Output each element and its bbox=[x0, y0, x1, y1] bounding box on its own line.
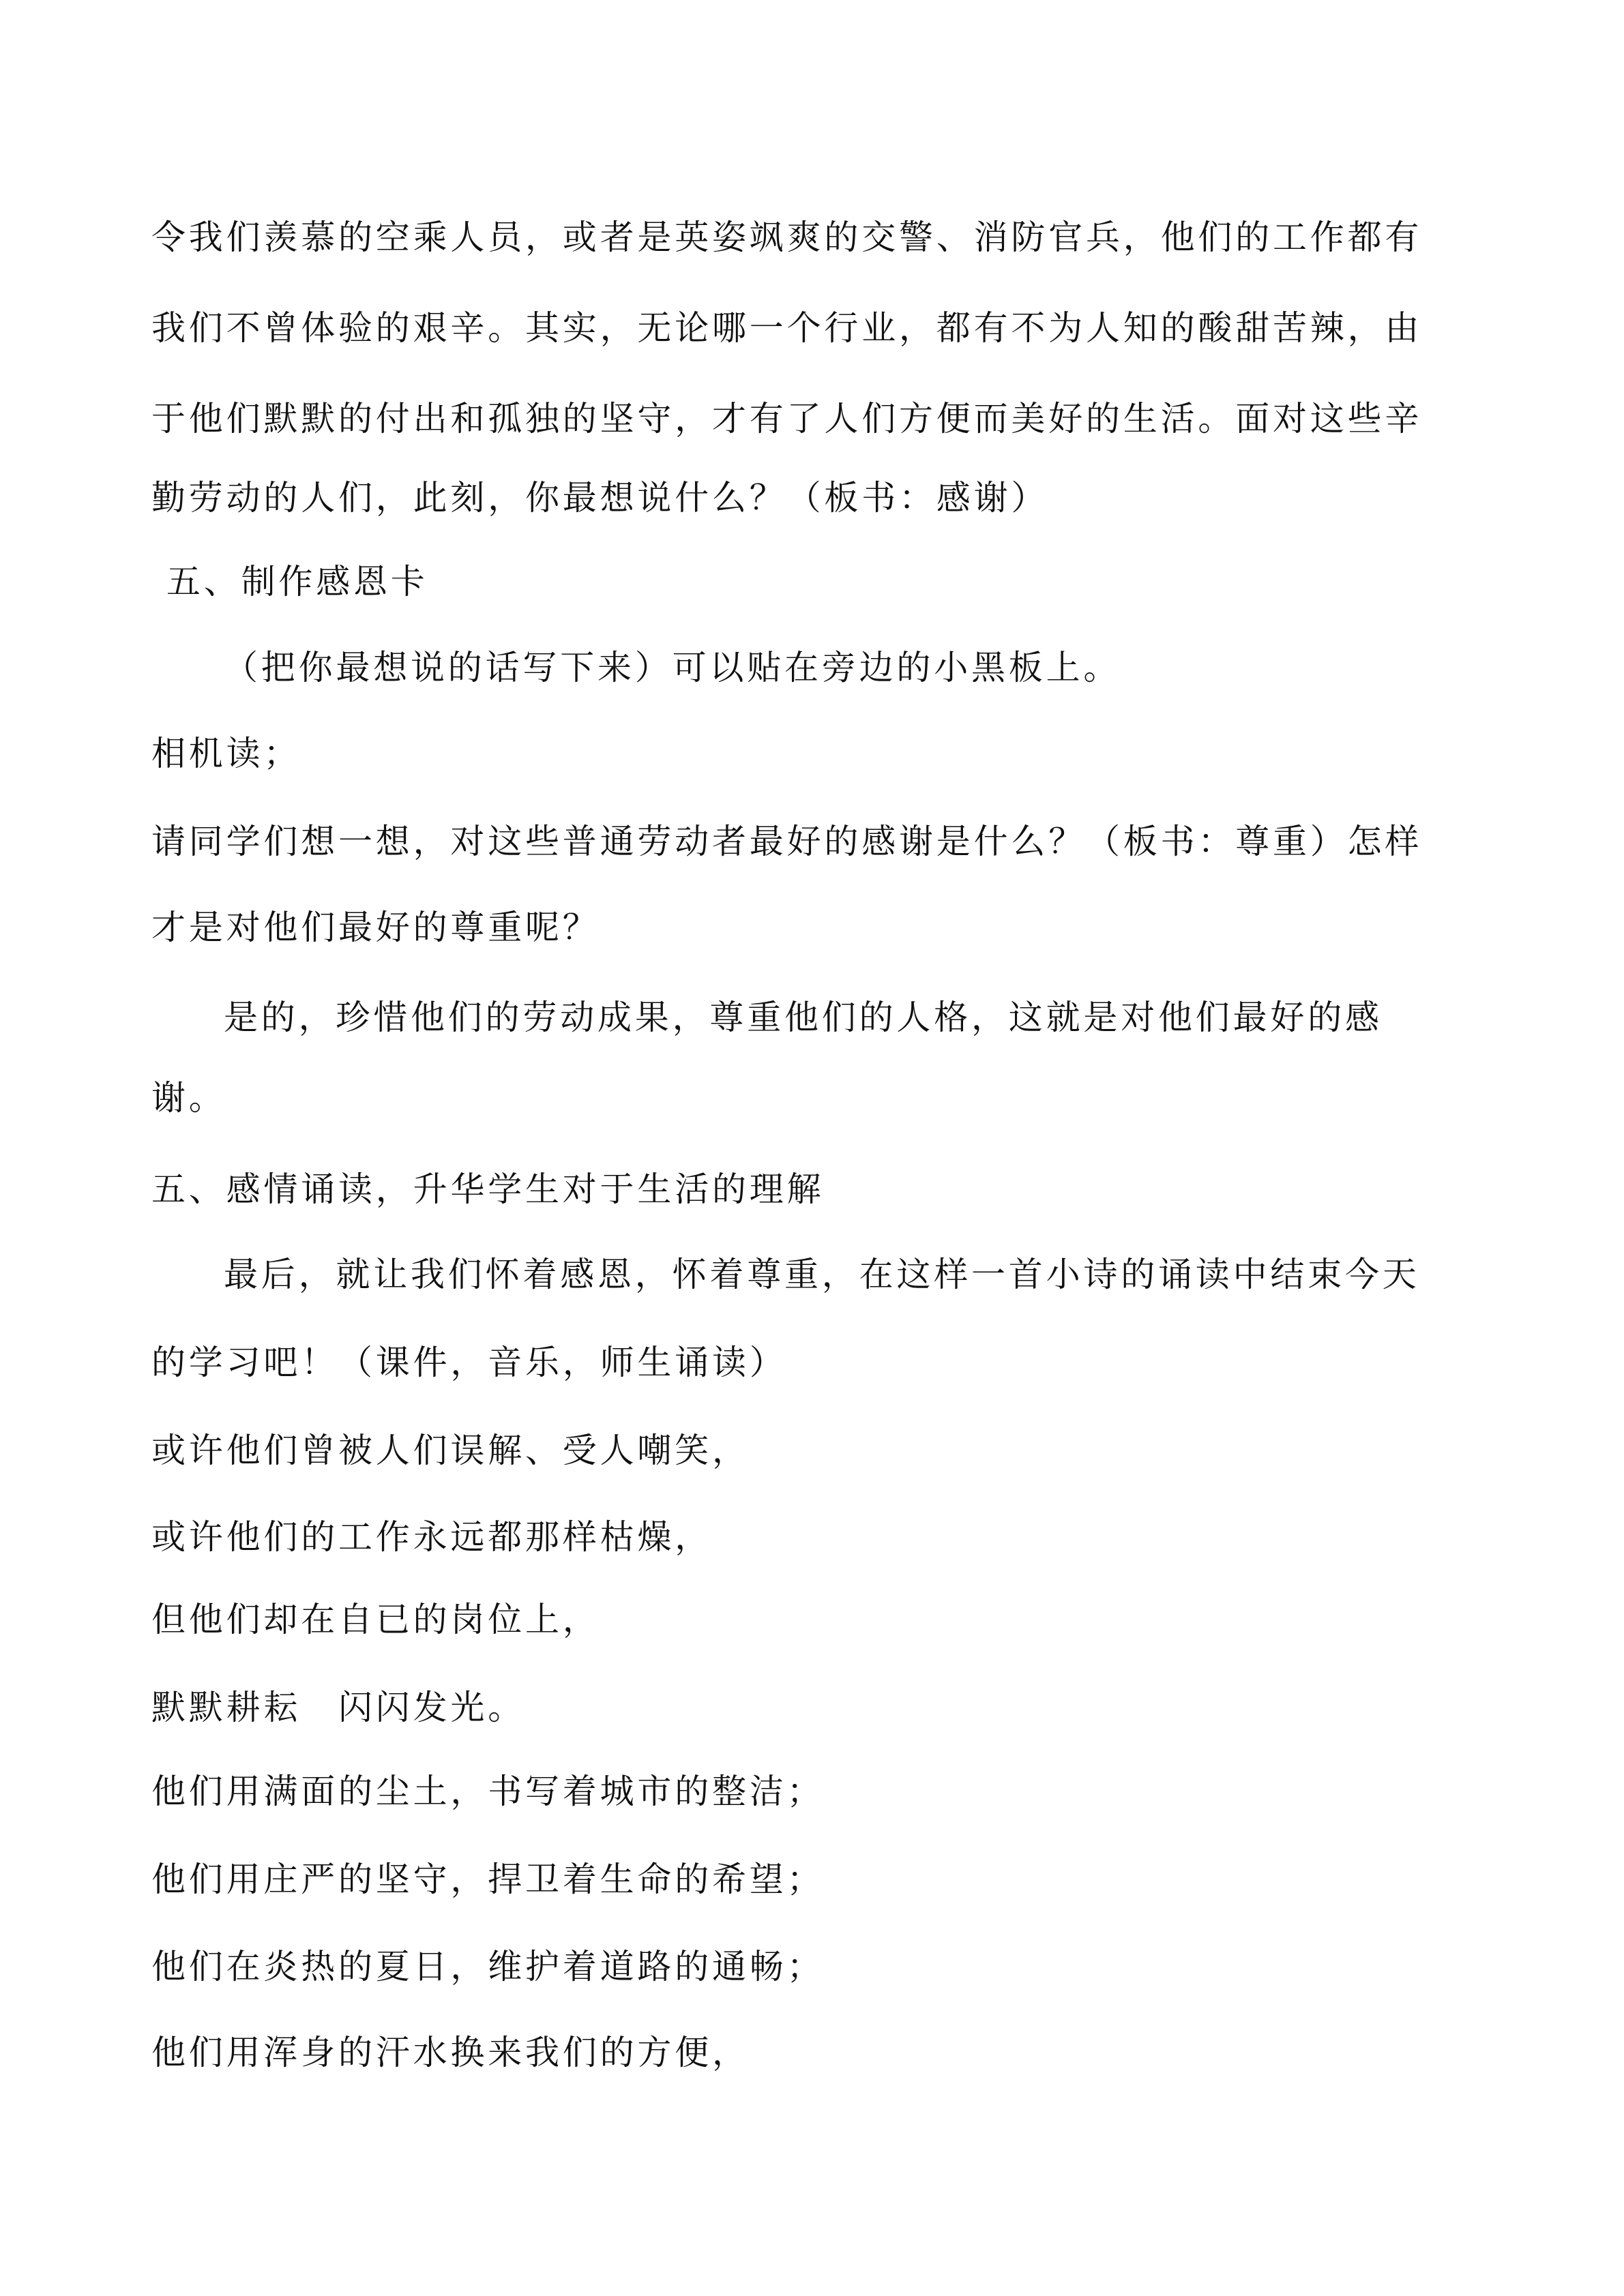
paragraph-line: 的学习吧！（课件，音乐，师生诵读） bbox=[151, 1343, 787, 1382]
poem-line: 默默耕耘 闪闪发光。 bbox=[151, 1688, 525, 1727]
poem-line: 他们用浑身的汗水换来我们的方便， bbox=[151, 2033, 750, 2072]
paragraph-line: 我们不曾体验的艰辛。其实，无论哪一个行业，都有不为人知的酸甜苦辣，由 bbox=[151, 308, 1423, 348]
paragraph-line: 相机读； bbox=[151, 734, 301, 773]
poem-line: 或许他们的工作永远都那样枯燥， bbox=[151, 1517, 712, 1557]
paragraph-line: 谢。 bbox=[151, 1078, 226, 1118]
paragraph-line: 勤劳动的人们，此刻，你最想说什么？（板书：感谢） bbox=[151, 478, 1049, 518]
paragraph-line: 请同学们想一想，对这些普通劳动者最好的感谢是什么？（板书：尊重）怎样 bbox=[151, 822, 1423, 861]
paragraph-line: 令我们羡慕的空乘人员，或者是英姿飒爽的交警、消防官兵，他们的工作都有 bbox=[151, 218, 1423, 257]
paragraph-line: 才是对他们最好的尊重呢？ bbox=[151, 908, 600, 947]
poem-line: 他们用满面的尘土，书写着城市的整洁； bbox=[151, 1772, 825, 1811]
paragraph-line: （把你最想说的话写下来）可以贴在旁边的小黑板上。 bbox=[224, 648, 1121, 687]
poem-line: 但他们却在自已的岗位上， bbox=[151, 1600, 600, 1639]
section-heading: 五、感情诵读，升华学生对于生活的理解 bbox=[151, 1169, 825, 1209]
poem-line: 或许他们曾被人们误解、受人嘲笑， bbox=[151, 1431, 750, 1470]
paragraph-line: 是的，珍惜他们的劳动成果，尊重他们的人格，这就是对他们最好的感 bbox=[224, 998, 1383, 1037]
poem-line: 他们用庄严的坚守，捍卫着生命的希望； bbox=[151, 1860, 825, 1899]
paragraph-line: 最后，就让我们怀着感恩，怀着尊重，在这样一首小诗的诵读中结束今天 bbox=[224, 1255, 1420, 1294]
section-heading: 五、制作感恩卡 bbox=[166, 562, 428, 601]
poem-line: 他们在炎热的夏日，维护着道路的通畅； bbox=[151, 1947, 825, 1986]
paragraph-line: 于他们默默的付出和孤独的坚守，才有了人们方便而美好的生活。面对这些辛 bbox=[151, 399, 1423, 438]
